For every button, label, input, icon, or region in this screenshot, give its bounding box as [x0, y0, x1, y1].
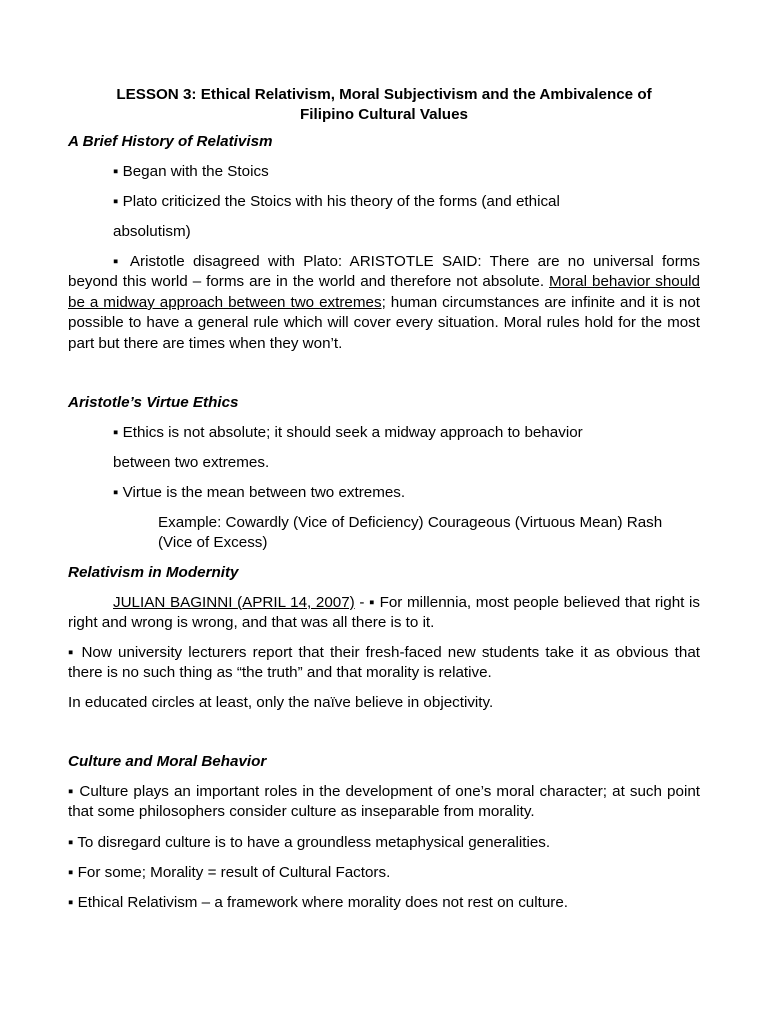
heading-culture-moral: Culture and Moral Behavior: [68, 753, 267, 770]
disregard-culture-paragraph: ▪ To disregard culture is to have a groundless metaphysical generalities.: [68, 834, 551, 851]
aristotle-text-start: ▪ Aristotle disagreed with Plato: ARISTOTLE SAID: There are no universal forms beyond this world – forms are in the world and therefore not absolute.: [68, 253, 700, 291]
baginni-text: - ▪ For millennia, most people believed that right is right and wrong is wrong, and that was all there is to it.: [68, 594, 700, 632]
bullet-ethics-not-absolute: ▪ Ethics is not absolute; it should seek a midway approach to behavior: [113, 424, 583, 441]
baginni-paragraph: [68, 593, 700, 634]
bullet-plato: ▪ Plato criticized the Stoics with his theory of the forms (and ethical: [113, 193, 560, 210]
heading-relativism-modernity: Relativism in Modernity: [68, 564, 239, 581]
bullet-aristotle-paragraph: [68, 252, 700, 354]
baginni-link[interactable]: JULIAN BAGINNI (APRIL 14, 2007): [113, 594, 355, 611]
morality-factors-paragraph: ▪ For some; Morality = result of Cultural Factors.: [68, 864, 391, 881]
heading-virtue-ethics: Aristotle’s Virtue Ethics: [68, 394, 239, 411]
objectivity-paragraph: In educated circles at least, only the naïve believe in objectivity.: [68, 694, 494, 711]
culture-paragraph: ▪ Culture plays an important roles in the development of one’s moral character; at such point that some philosophers consider culture as inseparable from morality.: [68, 783, 700, 821]
title-line-1: LESSON 3: Ethical Relativism, Moral Subjectivism and the Ambivalence of: [116, 86, 652, 103]
aristotle-text-end: ; human circumstances are infinite and it is not possible to have a general rule which will cover every situation. Moral rules hold for the most part but there are times when they won’t.: [68, 293, 700, 352]
bullet-ethics-cont: between two extremes.: [113, 454, 270, 471]
heading-brief-history: A Brief History of Relativism: [68, 133, 273, 150]
example-text: Example: Cowardly (Vice of Deficiency) Courageous (Virtuous Mean) Rash (Vice of Excess): [158, 514, 663, 552]
bullet-virtue-mean: ▪ Virtue is the mean between two extremes.: [113, 484, 406, 501]
lesson-title: [68, 85, 700, 126]
title-line-2: Filipino Cultural Values: [300, 106, 468, 124]
bullet-plato-cont: absolutism): [113, 223, 191, 240]
lecturers-paragraph: ▪ Now university lecturers report that their fresh-faced new students take it as obvious that there is no such thing as “the truth” and that morality is relative.: [68, 644, 700, 682]
bullet-stoics: ▪ Began with the Stoics: [113, 163, 269, 180]
ethical-relativism-paragraph: ▪ Ethical Relativism – a framework where morality does not rest on culture.: [68, 894, 569, 911]
aristotle-underlined-text: Moral behavior should be a midway approach between two extremes: [68, 273, 700, 311]
